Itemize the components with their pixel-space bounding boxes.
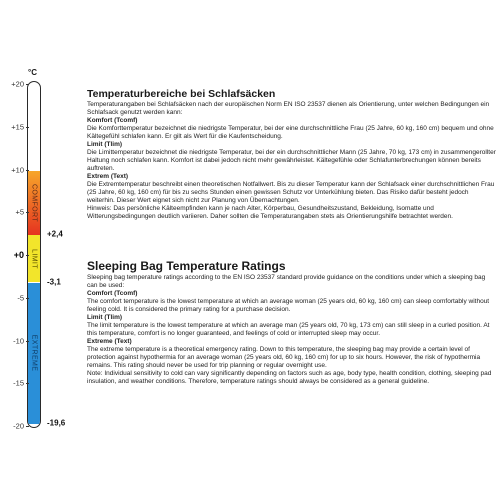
german-comfort-heading: Komfort (Tcomf) [87, 117, 138, 124]
german-extreme-heading: Extrem (Text) [87, 173, 129, 180]
tick-label: -10 [13, 336, 24, 345]
english-comfort-text: The comfort temperature is the lowest temperature at which an average woman (25 years old, 60 kg, 160 cm) can sleep comfortably without feeling cold. It is considered the primary rating for a purchase decision. [87, 298, 490, 313]
english-extreme-heading: Extreme (Text) [87, 338, 132, 345]
zone-comfort [28, 171, 40, 236]
tick-label: -15 [13, 378, 24, 388]
tick-mark [26, 84, 29, 85]
german-extreme-text: Die Extremtemperatur beschreibt einen theoretischen Notfallwert. Bis zu dieser Temperatur kann der Schlafsack einer durchschnittlichen Frau (25 Jahre, 60 kg, 160 cm) für bis zu sechs Stunden einen gewissen Schutz vor Unterkühlung bieten. Das Risiko dafür besteht jedoch weiterhin. Dieser Wert eignet sich nicht zur Planung von Übernachtungen. [87, 181, 495, 204]
zone-label-comfort: COMFORT [30, 183, 38, 223]
tick-mark [26, 298, 29, 299]
tick-mark [26, 212, 29, 213]
german-intro: Temperaturangaben bei Schlafsäcken nach der europäischen Norm EN ISO 23537 dienen als Orientierung, unter welchen Bedingungen ein Schlafsack genutzt werden kann: [87, 101, 490, 116]
tick-label: +5 [15, 207, 24, 217]
temperature-scale [0, 0, 80, 500]
english-title: Sleeping Bag Temperature Ratings [87, 259, 286, 273]
tick-label: +10 [11, 165, 24, 174]
english-note: Note: Individual sensitivity to cold can vary significantly depending on factors such as age, body type, health condition, clothing, sleeping pad insulation, and weather conditions. Therefore, temperature ratings should always be considered as a general guideline. [87, 370, 492, 385]
unit-label: °C [28, 68, 37, 77]
english-extreme-text: The extreme temperature is a theoretical emergency rating. Down to this temperature, the sleeping bag may provide a certain level of protection against hypothermia for an average woman (25 years old, 60 kg, 160 cm) for up to six hours. However, the risk of hypothermia remains. This rating should never be used for trip planning or regular overnight use. [87, 346, 481, 369]
english-limit-heading: Limit (Tlim) [87, 314, 123, 321]
english-limit-text: The limit temperature is the lowest temperature at which an average man (25 years old, 70 kg, 173 cm) can still sleep in a curled position. At this temperature, comfort is no longer guaranteed, and feelings of cold or interrupted sleep may occur. [87, 322, 490, 337]
german-comfort-text: Die Komforttemperatur bezeichnet die niedrigste Temperatur, bei der eine durchschnittliche Frau (25 Jahre, 60 kg, 160 cm) bequem und ohne Kältegefühl schlafen kann. Er gilt als Wert für die Kaufentscheidung. [87, 125, 494, 140]
english-intro: Sleeping bag temperature ratings according to the EN ISO 23537 standard provide guidance on the conditions under which a sleeping bag can be used: [87, 274, 486, 289]
marker-label: +2,4 [47, 229, 63, 239]
german-title: Temperaturbereiche bei Schlafsäcken [87, 88, 276, 100]
german-limit-text: Die Limittemperatur bezeichnet die niedrigste Temperatur, bei der ein durchschnittlicher Mann (25 Jahre, 70 kg, 173 cm) in zusammengerollter Haltung noch schlafen kann. Komfort ist dabei jedoch nicht mehr gewährleistet. Kältegefühle oder Schlafunterbrechungen können bereits auftreten. [87, 149, 496, 172]
english-comfort-heading: Comfort (Tcomf) [87, 290, 138, 297]
zone-limit [28, 235, 40, 282]
tick-label: +0 [13, 250, 24, 260]
marker-label: -19,6 [47, 418, 66, 428]
tick-mark [26, 426, 29, 427]
tick-label: -20 [13, 421, 24, 431]
zone-extreme [28, 283, 40, 424]
tick-mark [26, 127, 29, 128]
german-section [87, 88, 497, 221]
thermometer-bar [27, 81, 41, 428]
tick-label: -5 [17, 293, 24, 303]
tick-label: +20 [11, 79, 24, 89]
tick-mark [26, 255, 29, 256]
tick-mark [26, 341, 29, 342]
tick-mark [26, 170, 29, 171]
german-limit-heading: Limit (Tlim) [87, 141, 123, 148]
tick-label: +15 [11, 122, 24, 132]
english-section [87, 259, 497, 386]
tick-mark [26, 383, 29, 384]
marker-label: -3,1 [47, 277, 61, 286]
german-note: Hinweis: Das persönliche Kälteempfinden kann je nach Alter, Körperbau, Gesundheitszustand, Bekleidung, Isomatte und Witterungsbedingungen deutlich variieren. Daher sollten die Temperaturangaben stets als Orientierungshilfe betrachtet werden. [87, 205, 453, 220]
zone-label-limit: LIMIT [30, 249, 38, 269]
zone-label-extreme: EXTREME [30, 334, 38, 372]
